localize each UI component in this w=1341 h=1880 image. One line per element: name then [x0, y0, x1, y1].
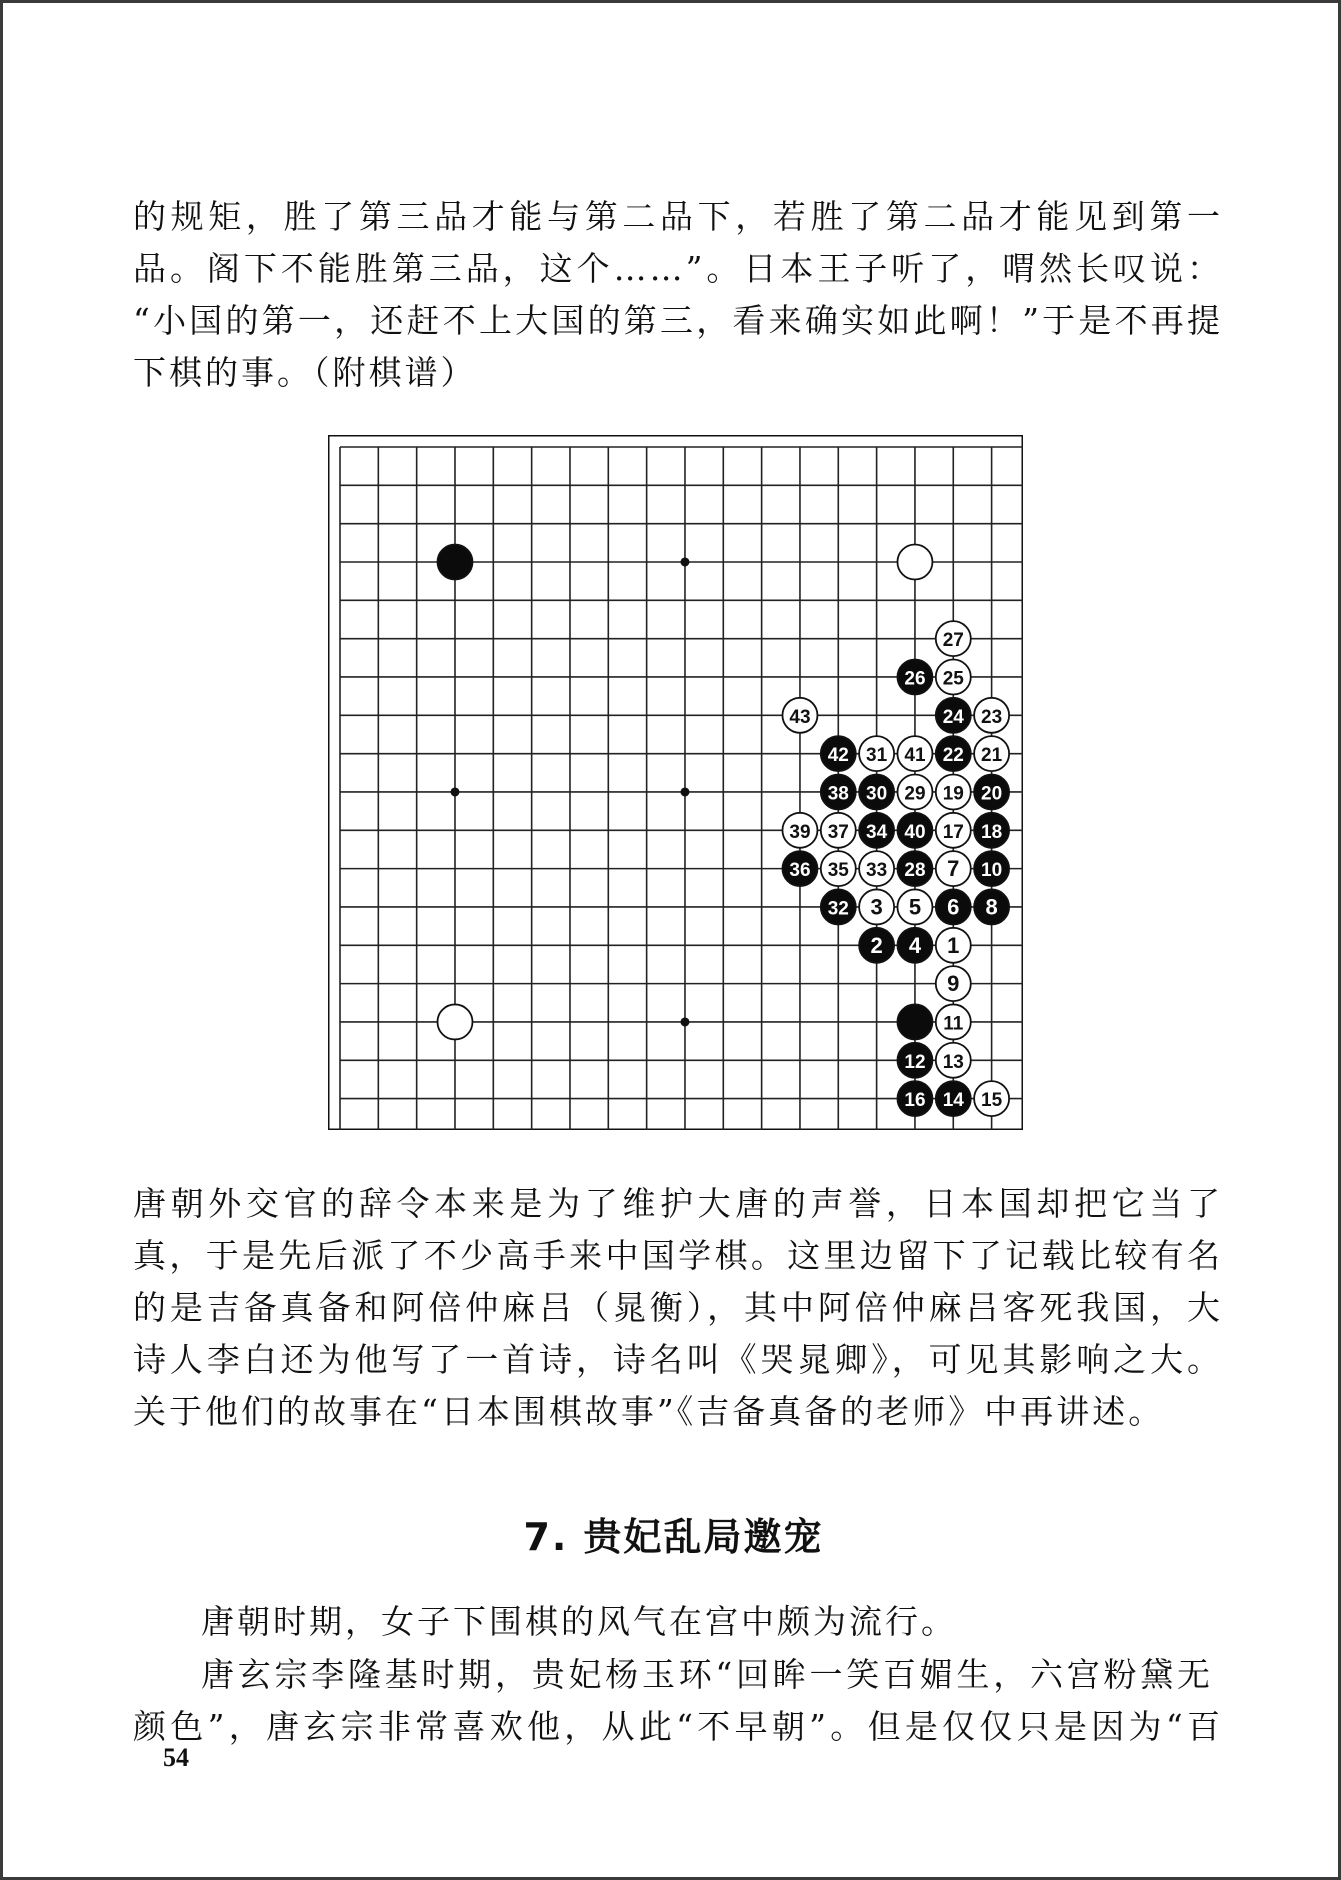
star-point [450, 787, 459, 796]
move-4-stone [897, 928, 932, 963]
move-43-stone [782, 698, 817, 733]
move-number: 39 [789, 821, 811, 843]
section-title: 7. 贵妃乱局邀宠 [523, 1515, 824, 1559]
move-number: 15 [981, 1090, 1003, 1112]
move-number: 3 [870, 894, 883, 920]
move-11-stone [936, 1004, 971, 1039]
move-number: 4 [908, 932, 922, 958]
move-number: 37 [827, 821, 849, 843]
move-26-stone [897, 659, 932, 694]
move-13-stone [936, 1043, 971, 1078]
move-31-stone [859, 736, 894, 771]
move-number: 33 [866, 860, 888, 882]
white-stone [897, 544, 932, 579]
move-41-stone [897, 736, 932, 771]
move-20-stone [974, 774, 1009, 809]
move-number: 31 [866, 745, 888, 767]
star-point [680, 787, 689, 796]
text-line: 唐玄宗李隆基时期，贵妃杨玉环“回眸一笑百媚生，六宫粉黛无 [201, 1655, 1213, 1694]
text-line: 唐朝时期，女子下围棋的风气在宫中颇为流行。 [201, 1602, 957, 1641]
move-29-stone [897, 774, 932, 809]
move-number: 14 [942, 1090, 964, 1112]
text-line: 真，于是先后派了不少高手来中国学棋。这里边留下了记载比较有名 [133, 1236, 1223, 1275]
move-18-stone [974, 813, 1009, 848]
move-6-stone [936, 889, 971, 924]
move-2-stone [859, 928, 894, 963]
move-number: 17 [942, 821, 964, 843]
move-number: 30 [866, 783, 888, 805]
text-line: 的是吉备真备和阿倍仲麻吕（晁衡），其中阿倍仲麻吕客死我国，大 [133, 1288, 1223, 1327]
move-1-stone [936, 928, 971, 963]
move-number: 34 [866, 821, 888, 843]
move-number: 19 [942, 783, 964, 805]
move-number: 22 [942, 745, 964, 767]
move-12-stone [897, 1043, 932, 1078]
text-line: “小国的第一，还赶不上大国的第三，看来确实如此啊！”于是不再提 [133, 301, 1223, 340]
move-40-stone [897, 813, 932, 848]
text-line: 唐朝外交官的辞令本来是为了维护大唐的声誉，日本国却把它当了 [133, 1184, 1223, 1223]
move-15-stone [974, 1081, 1009, 1116]
move-number: 26 [904, 668, 926, 690]
move-number: 11 [943, 1013, 964, 1035]
move-17-stone [936, 813, 971, 848]
text-line: 下棋的事。（附棋谱） [133, 353, 477, 392]
move-25-stone [936, 659, 971, 694]
move-3-stone [859, 889, 894, 924]
move-number: 5 [908, 894, 922, 920]
move-36-stone [782, 851, 817, 886]
move-number: 43 [789, 706, 811, 728]
move-number: 40 [904, 821, 926, 843]
page-number: 54 [163, 1743, 189, 1772]
move-38-stone [821, 774, 856, 809]
move-8-stone [974, 889, 1009, 924]
move-27-stone [936, 621, 971, 656]
go-board-diagram [328, 435, 1023, 1130]
white-stone [437, 1004, 472, 1039]
move-39-stone [782, 813, 817, 848]
star-point [680, 1017, 689, 1026]
move-23-stone [974, 698, 1009, 733]
text-line: 品。阁下不能胜第三品，这个……”。日本王子听了，喟然长叹说： [133, 249, 1223, 288]
move-number: 41 [904, 745, 926, 767]
move-number: 2 [870, 932, 883, 958]
move-number: 32 [827, 898, 849, 920]
move-number: 42 [827, 745, 849, 767]
text-line: 诗人李白还为他写了一首诗，诗名叫《哭晁卿》，可见其影响之大。 [133, 1340, 1223, 1379]
text-line: 关于他们的故事在“日本围棋故事”《吉备真备的老师》中再讲述。 [133, 1392, 1165, 1431]
move-number: 13 [942, 1051, 964, 1073]
move-10-stone [974, 851, 1009, 886]
move-34-stone [859, 813, 894, 848]
move-number: 24 [942, 706, 964, 728]
move-number: 6 [947, 894, 960, 920]
move-number: 21 [981, 745, 1003, 767]
move-42-stone [821, 736, 856, 771]
move-number: 1 [947, 932, 960, 958]
move-35-stone [821, 851, 856, 886]
move-number: 25 [942, 668, 964, 690]
move-number: 28 [904, 860, 926, 882]
move-number: 8 [985, 894, 998, 920]
move-number: 27 [942, 630, 964, 652]
move-9-stone [936, 966, 971, 1001]
move-number: 10 [981, 860, 1003, 882]
move-14-stone [936, 1081, 971, 1116]
move-number: 16 [904, 1090, 926, 1112]
text-line: 颜色”，唐玄宗非常喜欢他，从此“不早朝”。但是仅仅只是因为“百 [133, 1707, 1223, 1746]
move-37-stone [821, 813, 856, 848]
move-number: 18 [981, 821, 1003, 843]
move-16-stone [897, 1081, 932, 1116]
move-number: 23 [981, 706, 1003, 728]
move-28-stone [897, 851, 932, 886]
move-number: 36 [789, 860, 811, 882]
move-number: 12 [904, 1051, 926, 1073]
move-30-stone [859, 774, 894, 809]
move-number: 38 [827, 783, 849, 805]
move-24-stone [936, 698, 971, 733]
move-5-stone [897, 889, 932, 924]
move-21-stone [974, 736, 1009, 771]
move-number: 7 [947, 856, 960, 882]
move-33-stone [859, 851, 894, 886]
move-22-stone [936, 736, 971, 771]
move-number: 29 [904, 783, 926, 805]
move-number: 20 [981, 783, 1003, 805]
star-point [680, 557, 689, 566]
move-19-stone [936, 774, 971, 809]
move-32-stone [821, 889, 856, 924]
text-line: 的规矩，胜了第三品才能与第二品下，若胜了第二品才能见到第一 [133, 197, 1223, 236]
move-number: 35 [827, 860, 849, 882]
black-stone [897, 1004, 932, 1039]
move-number: 9 [947, 971, 960, 997]
move-7-stone [936, 851, 971, 886]
black-stone [437, 544, 472, 579]
